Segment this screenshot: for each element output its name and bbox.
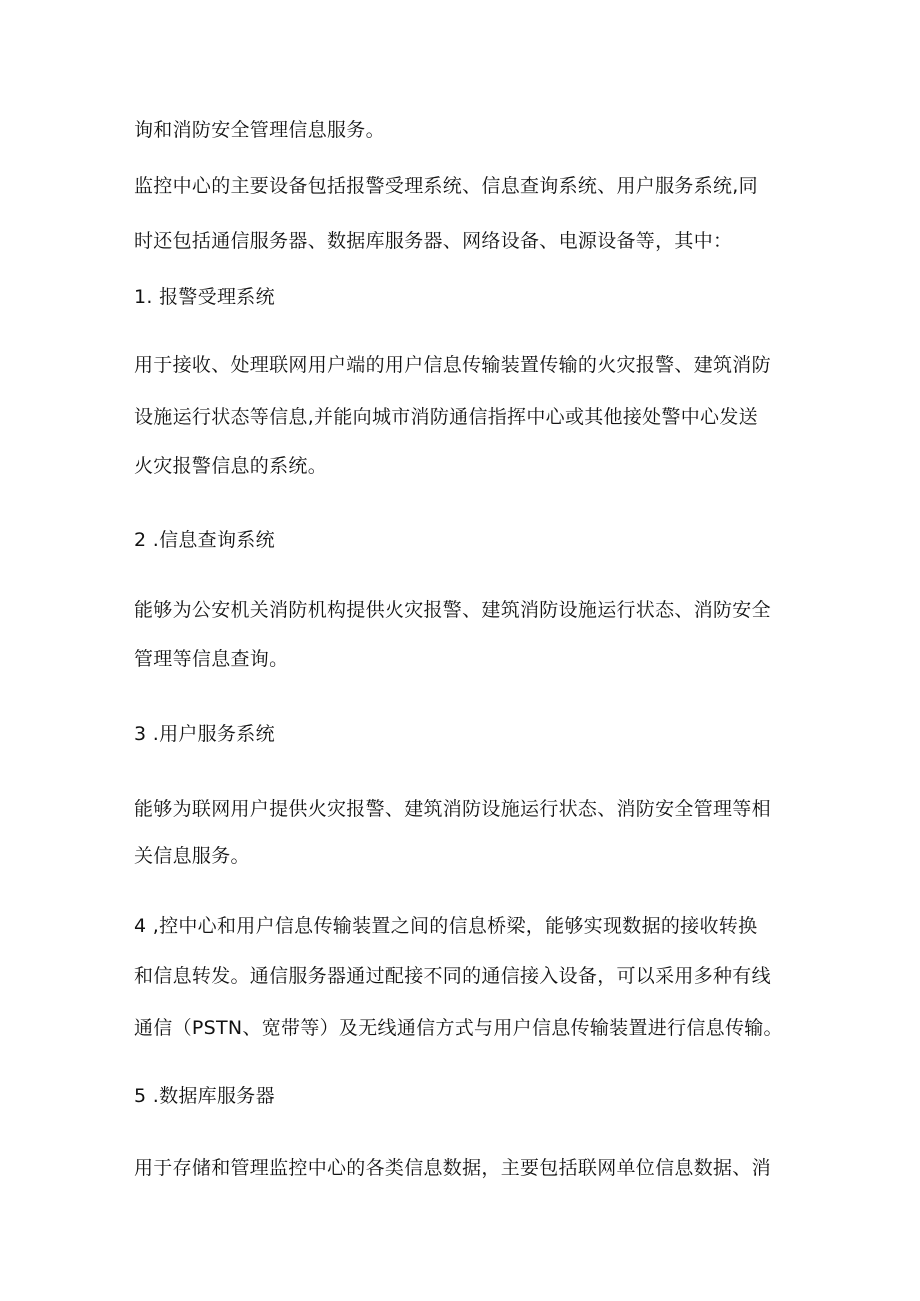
text-line: 通信（PSTN、宽带等）及无线通信方式与用户信息传输装置进行信息传输。: [134, 1017, 783, 1039]
text-line: 能够为公安机关消防机构提供火灾报警、建筑消防设施运行状态、消防安全: [134, 599, 771, 621]
text-line: 和信息转发。通信服务器通过配接不同的通信接入设备，可以采用多种有线: [134, 965, 771, 987]
section-heading-4-text: 4 ,控中心和用户信息传输装置之间的信息桥梁，能够实现数据的接收转换: [134, 915, 758, 937]
text-line: 监控中心的主要设备包括报警受理系统、信息查询系统、用户服务系统,同: [134, 175, 758, 197]
text-line: 关信息服务。: [134, 845, 250, 867]
text-line: 时还包括通信服务器、数据库服务器、网络设备、电源设备等，其中：: [134, 230, 733, 252]
section-heading-5: 5 .数据库服务器: [134, 1085, 275, 1107]
section-heading-1: 1. 报警受理系统: [134, 286, 275, 308]
text-line: 询和消防安全管理信息服务。: [134, 119, 385, 141]
text-line: 管理等信息查询。: [134, 648, 289, 670]
section-heading-2: 2 .信息查询系统: [134, 529, 275, 551]
text-line: 设施运行状态等信息,并能向城市消防通信指挥中心或其他接处警中心发送: [134, 406, 758, 428]
text-line: 能够为联网用户提供火灾报警、建筑消防设施运行状态、消防安全管理等相: [134, 798, 771, 820]
section-heading-3: 3 .用户服务系统: [134, 723, 275, 745]
text-line: 用于存储和管理监控中心的各类信息数据，主要包括联网单位信息数据、消: [134, 1157, 771, 1179]
text-line: 用于接收、处理联网用户端的用户信息传输装置传输的火灾报警、建筑消防: [134, 354, 771, 376]
text-line: 火灾报警信息的系统。: [134, 455, 328, 477]
